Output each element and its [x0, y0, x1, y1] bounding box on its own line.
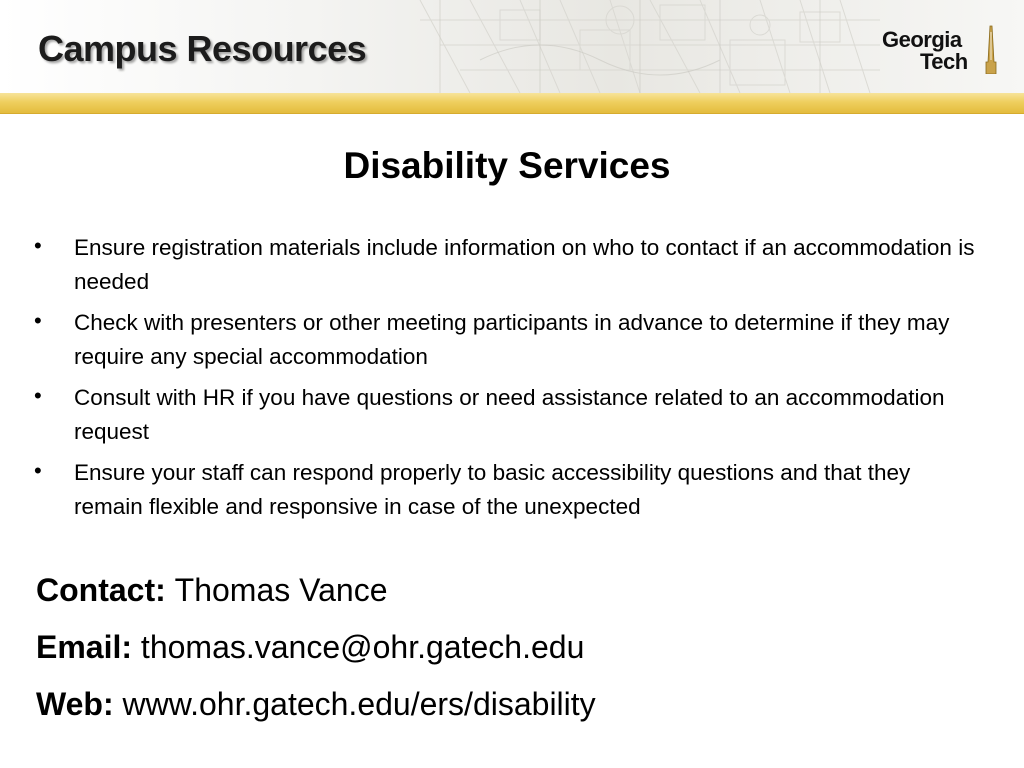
list-item-text: Consult with HR if you have questions or need assistance related to an accommodation request: [74, 385, 945, 444]
contact-name: Thomas Vance: [174, 572, 388, 608]
bullet-icon: •: [34, 308, 42, 333]
list-item: [34, 306, 979, 374]
bullet-icon: •: [34, 383, 42, 408]
page-title: Campus Resources: [38, 28, 367, 69]
tech-tower-icon: [984, 24, 998, 74]
header-banner: [0, 0, 1024, 93]
web-link[interactable]: www.ohr.gatech.edu/ers/disability: [122, 686, 596, 722]
bullet-icon: •: [34, 458, 42, 483]
logo-text-georgia: Georgia: [882, 27, 962, 52]
list-item-text: Ensure your staff can respond properly to basic accessibility questions and that they remain flexible and responsive in case of the unexpected: [74, 460, 911, 519]
web-row: [36, 676, 996, 733]
list-item: [34, 456, 979, 524]
list-item-text: Check with presenters or other meeting participants in advance to determine if they may require any special accommodation: [74, 310, 950, 369]
contact-label: Contact:: [36, 572, 175, 608]
bullet-list: [34, 231, 979, 531]
contact-row: [36, 562, 996, 619]
bullet-icon: •: [34, 233, 42, 258]
email-label: Email:: [36, 629, 141, 665]
list-item: [34, 381, 979, 449]
web-label: Web:: [36, 686, 123, 722]
logo-text-tech: Tech: [920, 49, 968, 74]
email-row: [36, 619, 996, 676]
georgia-tech-logo: [880, 24, 1005, 76]
list-item-text: Ensure registration materials include information on who to contact if an accommodation is needed: [74, 235, 975, 294]
contact-block: [36, 562, 996, 733]
list-item: [34, 231, 979, 299]
section-heading: Disability Services: [343, 145, 671, 186]
email-link[interactable]: thomas.vance@ohr.gatech.edu: [140, 629, 585, 665]
header-accent-bar: [0, 93, 1024, 114]
